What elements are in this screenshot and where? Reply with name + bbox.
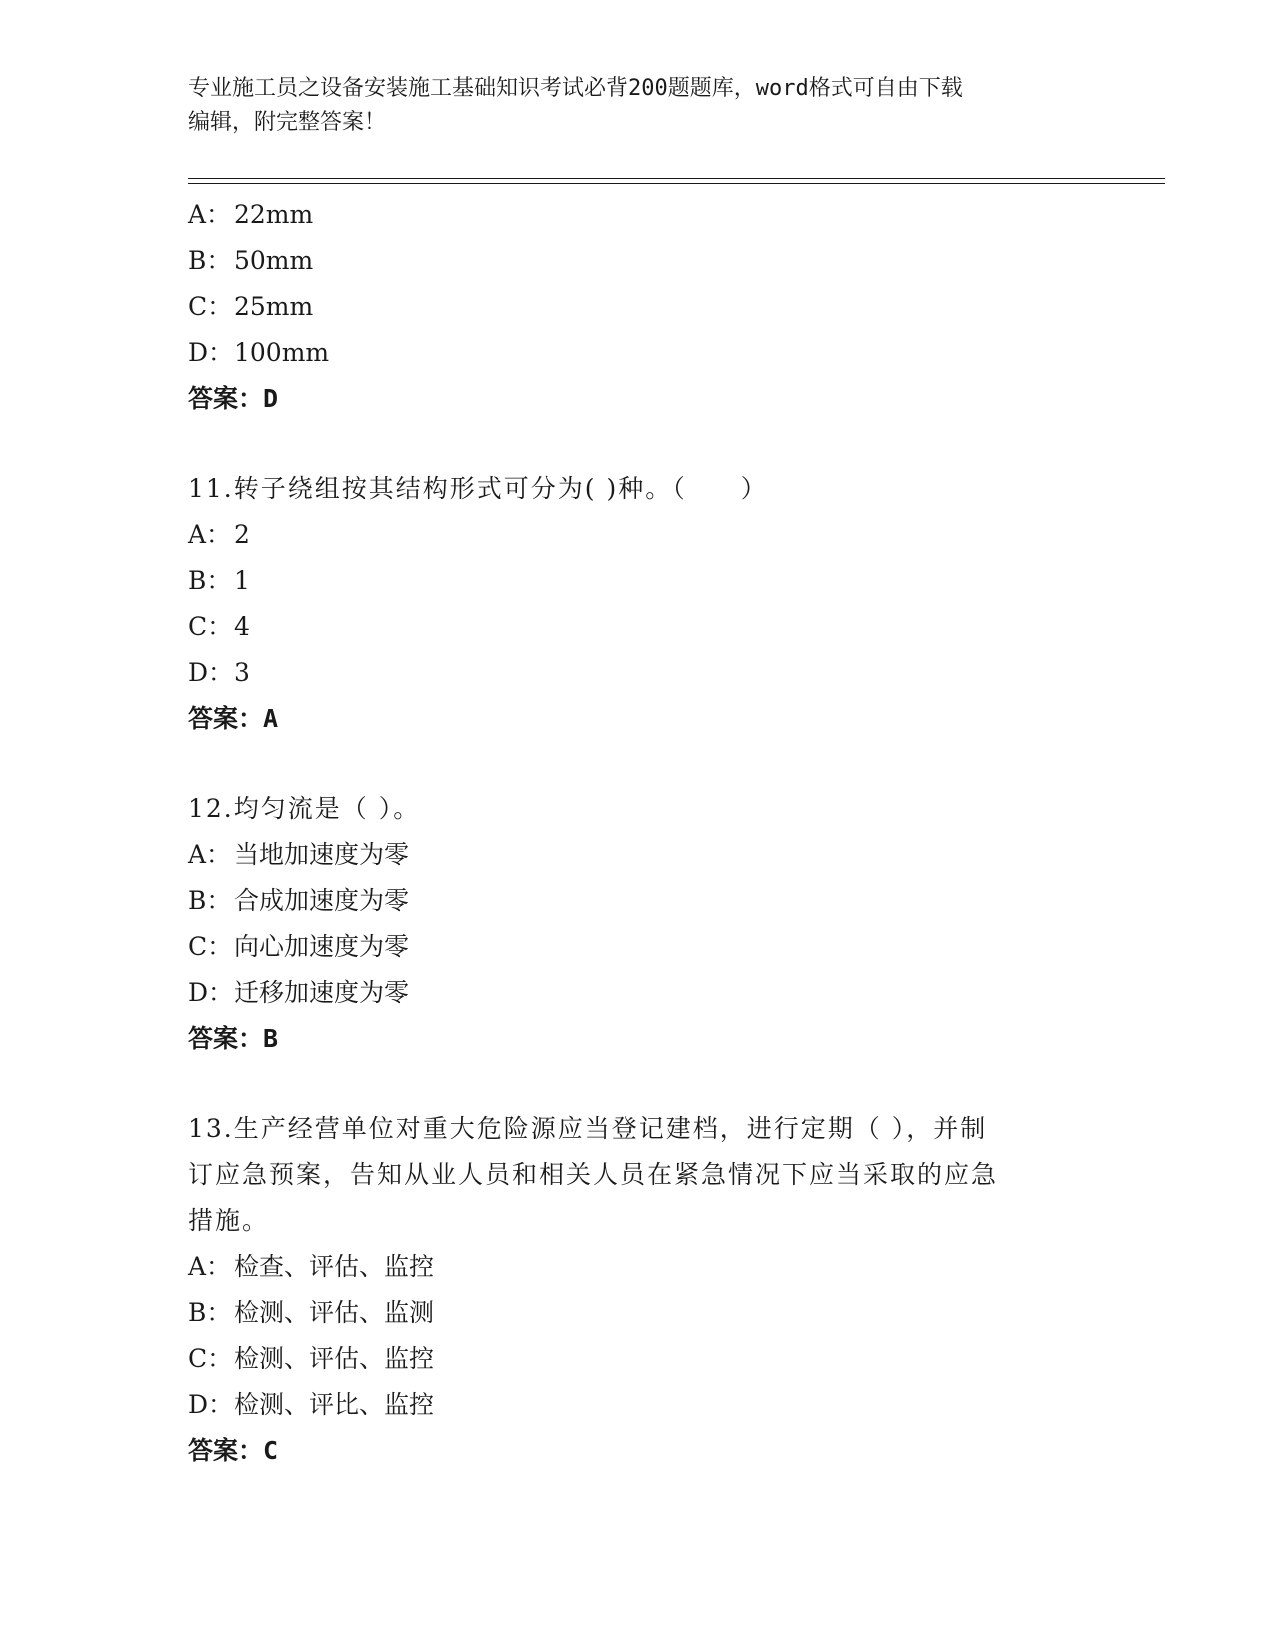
- option-text: 合成加速度为零: [234, 886, 410, 915]
- option-text: 检测、评估、监控: [234, 1344, 435, 1373]
- option-d: [188, 1382, 1088, 1428]
- question-spacer: [188, 742, 1088, 786]
- option-c: [188, 284, 1088, 330]
- answer-line: 答案：B: [188, 1024, 279, 1053]
- option-a: [188, 512, 1088, 558]
- question-block-12: [188, 786, 1088, 1062]
- option-a: [188, 1244, 1088, 1290]
- question-stem-line-1: 13.生产经营单位对重大危险源应当登记建档，进行定期（ ），并制: [188, 1114, 988, 1143]
- option-key: D：: [188, 338, 234, 367]
- option-text: 3: [234, 658, 250, 687]
- question-spacer: [188, 422, 1088, 466]
- header-title-line-2: 编辑，附完整答案！: [188, 110, 387, 135]
- option-d: [188, 330, 1088, 376]
- option-text: 2: [234, 520, 250, 549]
- option-c: [188, 604, 1088, 650]
- option-text: 检查、评估、监控: [234, 1252, 435, 1281]
- answer-line: 答案：D: [188, 384, 279, 413]
- option-key: D：: [188, 658, 234, 687]
- option-key: A：: [188, 840, 232, 869]
- document-header: [188, 72, 1068, 140]
- option-text: 检测、评估、监测: [234, 1298, 435, 1327]
- option-key: B：: [188, 1298, 232, 1327]
- option-b: [188, 1290, 1088, 1336]
- option-key: D：: [188, 1390, 234, 1419]
- option-a: [188, 832, 1088, 878]
- option-text: 25mm: [234, 292, 314, 321]
- answer-line: 答案：A: [188, 704, 279, 733]
- question-stem-line-3: 措施。: [188, 1206, 270, 1235]
- answer-line: 答案：C: [188, 1436, 279, 1465]
- option-key: B：: [188, 886, 232, 915]
- option-key: C：: [188, 932, 233, 961]
- option-key: B：: [188, 246, 232, 275]
- option-b: [188, 558, 1088, 604]
- option-d: [188, 650, 1088, 696]
- option-a: [188, 192, 1088, 238]
- question-stem-line-2: 订应急预案，告知从业人员和相关人员在紧急情况下应当采取的应急: [188, 1160, 999, 1189]
- option-key: B：: [188, 566, 232, 595]
- option-text: 100mm: [234, 338, 330, 367]
- question-stem: 12.均匀流是（ ）。: [188, 794, 421, 823]
- option-c: [188, 1336, 1088, 1382]
- question-list: [188, 192, 1088, 1474]
- header-divider-bottom: [188, 183, 1165, 184]
- option-text: 检测、评比、监控: [234, 1390, 435, 1419]
- option-text: 1: [234, 566, 250, 595]
- header-title-line-1: 专业施工员之设备安装施工基础知识考试必背200题题库，word格式可自由下载: [188, 76, 963, 101]
- option-key: C：: [188, 292, 233, 321]
- option-text: 迁移加速度为零: [234, 978, 410, 1007]
- option-text: 50mm: [234, 246, 314, 275]
- option-text: 当地加速度为零: [234, 840, 410, 869]
- option-b: [188, 238, 1088, 284]
- option-key: A：: [188, 200, 232, 229]
- option-text: 22mm: [234, 200, 314, 229]
- option-key: A：: [188, 520, 232, 549]
- question-block-13: [188, 1106, 1088, 1474]
- option-d: [188, 970, 1088, 1016]
- question-block-prev: [188, 192, 1088, 422]
- option-b: [188, 878, 1088, 924]
- option-key: C：: [188, 612, 233, 641]
- option-text: 向心加速度为零: [234, 932, 410, 961]
- question-spacer: [188, 1062, 1088, 1106]
- option-key: A：: [188, 1252, 232, 1281]
- option-c: [188, 924, 1088, 970]
- question-block-11: [188, 466, 1088, 742]
- option-key: C：: [188, 1344, 233, 1373]
- option-text: 4: [234, 612, 250, 641]
- option-key: D：: [188, 978, 234, 1007]
- question-stem: 11.转子绕组按其结构形式可分为( )种。（ ）: [188, 474, 768, 503]
- header-divider-top: [188, 178, 1165, 179]
